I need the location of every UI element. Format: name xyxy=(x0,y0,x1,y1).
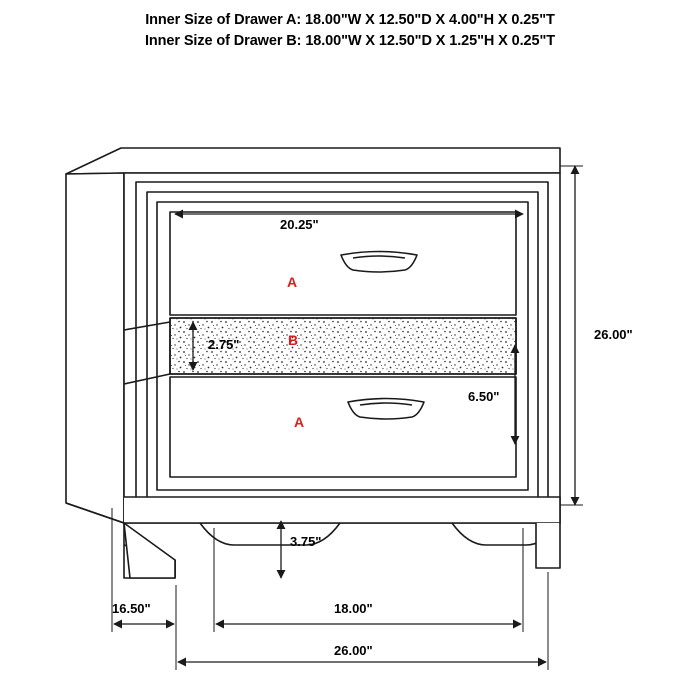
drawer-zone-a-bottom-label: A xyxy=(294,414,305,430)
overall-height-label: 26.00" xyxy=(594,327,633,342)
drawer-b-spec-line: Inner Size of Drawer B: 18.00"W X 12.50"D X 1.25"H X 0.25"T xyxy=(144,33,556,49)
drawer-zone-b-label: B xyxy=(288,332,299,348)
drawer-zone-a-top-label: A xyxy=(287,274,298,290)
drawer-width-label: 20.25" xyxy=(280,217,319,232)
drawer-b-height-label: 2.75" xyxy=(208,337,240,352)
overall-width-label: 26.00" xyxy=(334,643,373,658)
drawer-a-spec-line: Inner Size of Drawer A: 18.00"W X 12.50"D X 4.00"H X 0.25"T xyxy=(145,12,555,28)
cabinet-body xyxy=(66,148,560,578)
depth-label: 16.50" xyxy=(112,601,151,616)
front-inner-width-label: 18.00" xyxy=(334,601,373,616)
leg-clearance-height-label: 3.75" xyxy=(290,534,322,549)
drawer-a-height-label: 6.50" xyxy=(468,389,500,404)
